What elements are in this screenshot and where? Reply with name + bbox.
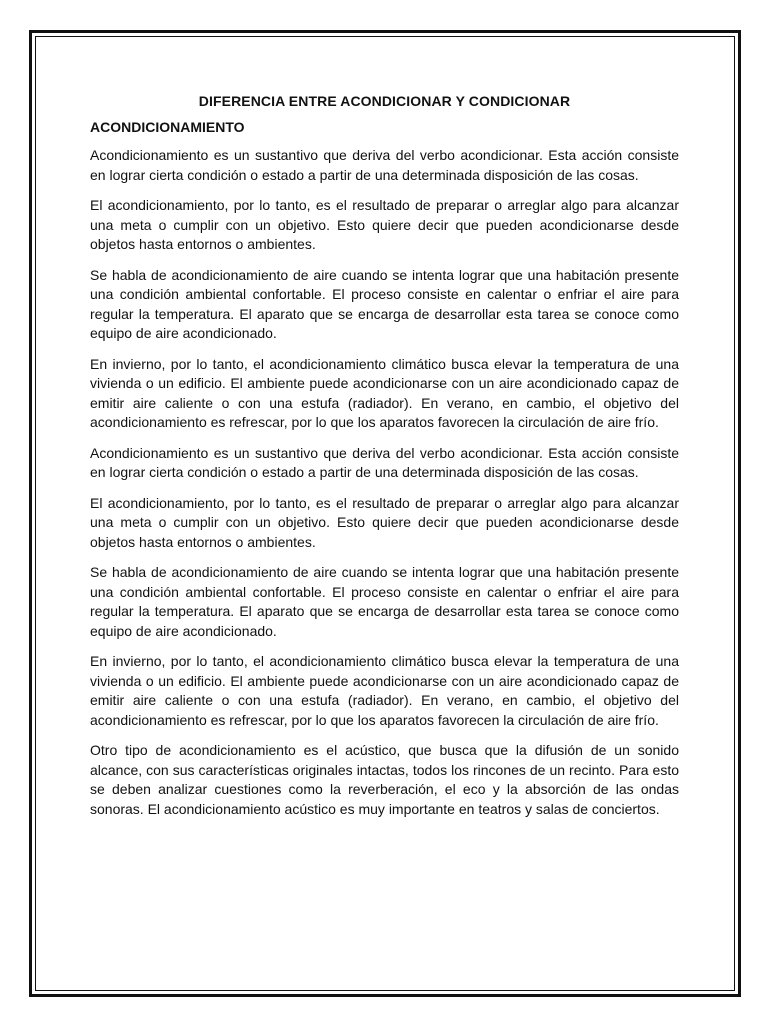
document-body	[90, 92, 679, 830]
paragraph-4: En invierno, por lo tanto, el acondicionamiento climático busca elevar la temperatura de una vivienda o un edificio. El ambiente puede acondicionarse con un aire acondicionado capaz de emitir aire caliente o con una estufa (radiador). En verano, en cambio, el objetivo del acondicionamiento es refrescar, por lo que los aparatos favorecen la circulación de aire frío.	[90, 355, 679, 430]
paragraph-1: Acondicionamiento es un sustantivo que deriva del verbo acondicionar. Esta acción consiste en lograr cierta condición o estado a partir de una determinada disposición de las cosas.	[90, 147, 679, 183]
paragraph-5: Acondicionamiento es un sustantivo que deriva del verbo acondicionar. Esta acción consiste en lograr cierta condición o estado a partir de una determinada disposición de las cosas.	[90, 444, 679, 480]
paragraph-8: En invierno, por lo tanto, el acondicionamiento climático busca elevar la temperatura de una vivienda o un edificio. El ambiente puede acondicionarse con un aire acondicionado capaz de emitir aire caliente o con una estufa (radiador). En verano, en cambio, el objetivo del acondicionamiento es refrescar, por lo que los aparatos favorecen la circulación de aire frío.	[90, 653, 679, 728]
document-title: DIFERENCIA ENTRE ACONDICIONAR Y CONDICIONAR	[198, 93, 571, 109]
paragraph-7: Se habla de acondicionamiento de aire cuando se intenta lograr que una habitación presente una condición ambiental confortable. El proceso consiste en calentar o enfriar el aire para regular la temperatura. El aparato que se encarga de desarrollar esta tarea se conoce como equipo de aire acondicionado.	[90, 564, 679, 639]
paragraph-9: Otro tipo de acondicionamiento es el acústico, que busca que la difusión de un sonido alcance, con sus características originales intactas, todos los rincones de un recinto. Para esto se deben analizar cuestiones como la reverberación, el eco y la absorción de las ondas sonoras. El acondicionamiento acústico es muy importante en teatros y salas de conciertos.	[90, 742, 679, 817]
paragraph-3: Se habla de acondicionamiento de aire cuando se intenta lograr que una habitación presente una condición ambiental confortable. El proceso consiste en calentar o enfriar el aire para regular la temperatura. El aparato que se encarga de desarrollar esta tarea se conoce como equipo de aire acondicionado.	[90, 266, 679, 341]
paragraph-2: El acondicionamiento, por lo tanto, es el resultado de preparar o arreglar algo para alcanzar una meta o cumplir con un objetivo. Esto quiere decir que pueden acondicionarse desde objetos hasta entornos o ambientes.	[90, 197, 679, 252]
paragraph-6: El acondicionamiento, por lo tanto, es el resultado de preparar o arreglar algo para alcanzar una meta o cumplir con un objetivo. Esto quiere decir que pueden acondicionarse desde objetos hasta entornos o ambientes.	[90, 494, 679, 550]
section-heading: ACONDICIONAMIENTO	[90, 119, 245, 135]
